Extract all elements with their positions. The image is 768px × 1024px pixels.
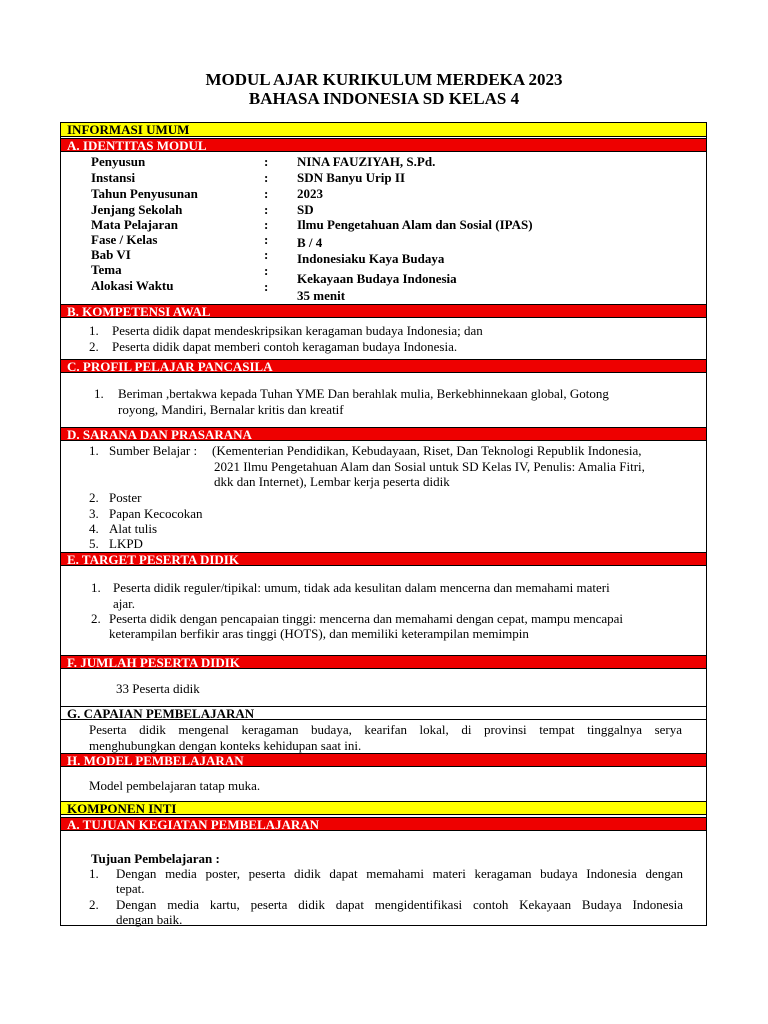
- list-number: 1.: [91, 580, 101, 595]
- list-item: Beriman ,bertakwa kepada Tuhan YME Dan berahlak mulia, Berkebhinnekaan global, Gotong: [118, 386, 609, 401]
- list-number: 1.: [89, 323, 99, 338]
- field-sep: :: [264, 202, 269, 217]
- list-item: Peserta didik dengan pencapaian tinggi: mencerna dan memahami dengan cepat, mampu mencapai: [109, 611, 624, 626]
- field-sep: :: [264, 186, 269, 201]
- list-number: 2.: [89, 339, 99, 354]
- list-item: LKPD: [109, 536, 143, 551]
- field-sep: :: [264, 170, 269, 185]
- field-value-mapel: Ilmu Pengetahuan Alam dan Sosial (IPAS): [297, 217, 533, 232]
- field-label-fase: Fase / Kelas: [91, 232, 158, 247]
- field-label-tahun: Tahun Penyusunan: [91, 186, 198, 201]
- section-tujuan-kegiatan: A. TUJUAN KEGIATAN PEMBELAJARAN: [61, 817, 706, 831]
- list-item: Peserta didik reguler/tipikal: umum, tidak ada kesulitan dalam mencerna dan memahami materi: [113, 580, 610, 595]
- section-jumlah-peserta-didik: F. JUMLAH PESERTA DIDIK: [61, 655, 706, 669]
- field-label-instansi: Instansi: [91, 170, 136, 185]
- field-value-tema: Kekayaan Budaya Indonesia: [297, 271, 457, 286]
- list-item: Poster: [109, 490, 142, 505]
- module-table: [60, 122, 707, 926]
- field-label-alokasi: Alokasi Waktu: [91, 278, 174, 293]
- field-label-bab: Bab VI: [91, 247, 131, 262]
- field-value-jenjang: SD: [297, 202, 314, 217]
- list-item: Peserta didik dapat mendeskripsikan keragaman budaya Indonesia; dan: [112, 323, 483, 338]
- field-sep: :: [264, 263, 269, 278]
- sumber-belajar-text: (Kementerian Pendidikan, Kebudayaan, Riset, Dan Teknologi Republik Indonesia,: [212, 443, 642, 458]
- list-number: 3.: [89, 506, 99, 521]
- list-item-continuation: tepat.: [116, 881, 145, 896]
- field-label-tema: Tema: [91, 262, 122, 277]
- list-item: Peserta didik dapat memberi contoh keragaman budaya Indonesia.: [112, 339, 458, 354]
- section-identitas-modul: A. IDENTITAS MODUL: [61, 138, 706, 152]
- section-komponen-inti: KOMPONEN INTI: [61, 801, 706, 815]
- list-item: Dengan media poster, peserta didik dapat memahami materi keragaman budaya Indonesia dengan: [116, 866, 683, 881]
- list-number: 2.: [89, 490, 99, 505]
- field-sep: :: [264, 154, 269, 169]
- list-item: Papan Kecocokan: [109, 506, 203, 521]
- section-profil-pancasila: C. PROFIL PELAJAR PANCASILA: [61, 359, 706, 373]
- list-number: 5.: [89, 536, 99, 551]
- list-item-continuation: dengan baik.: [116, 912, 183, 927]
- field-value-instansi: SDN Banyu Urip II: [297, 170, 406, 185]
- capaian-text: menghubungkan dengan konteks kehidupan saat ini.: [89, 738, 362, 753]
- sumber-belajar-text: dkk dan Internet), Lembar kerja peserta didik: [214, 474, 450, 489]
- list-number: 1.: [89, 866, 99, 881]
- capaian-text: Peserta didik mengenal keragaman budaya, kearifan lokal, di provinsi tempat tinggalnya serya: [89, 722, 682, 737]
- model-text: Model pembelajaran tatap muka.: [89, 778, 261, 793]
- field-label-jenjang: Jenjang Sekolah: [91, 202, 183, 217]
- section-target-peserta-didik: E. TARGET PESERTA DIDIK: [61, 552, 706, 566]
- section-capaian-pembelajaran: G. CAPAIAN PEMBELAJARAN: [61, 706, 706, 720]
- field-value-penyusun: NINA FAUZIYAH, S.Pd.: [297, 154, 436, 169]
- list-number: 1.: [94, 386, 104, 401]
- field-value-fase: B / 4: [297, 235, 323, 250]
- field-value-bab: Indonesiaku Kaya Budaya: [297, 251, 445, 266]
- list-number: 2.: [89, 897, 99, 912]
- list-item: Alat tulis: [109, 521, 158, 536]
- list-item-continuation: keterampilan berfikir aras tinggi (HOTS), dan memiliki keterampilan memimpin: [109, 626, 529, 641]
- list-item-continuation: ajar.: [113, 596, 136, 611]
- section-kompetensi-awal: B. KOMPETENSI AWAL: [61, 304, 706, 318]
- field-value-alokasi: 35 menit: [297, 288, 346, 303]
- field-value-tahun: 2023: [297, 186, 323, 201]
- field-sep: :: [264, 217, 269, 232]
- list-number: 1.: [89, 443, 99, 458]
- document-subtitle: BAHASA INDONESIA SD KELAS 4: [248, 89, 520, 108]
- sumber-belajar-label: Sumber Belajar :: [109, 443, 198, 458]
- section-sarana-prasarana: D. SARANA DAN PRASARANA: [61, 427, 706, 441]
- list-number: 2.: [91, 611, 101, 626]
- field-sep: :: [264, 232, 269, 247]
- field-sep: :: [264, 247, 269, 262]
- list-item-continuation: royong, Mandiri, Bernalar kritis dan kreatif: [118, 402, 344, 417]
- jumlah-value: 33 Peserta didik: [116, 681, 200, 696]
- field-label-penyusun: Penyusun: [91, 154, 146, 169]
- field-sep: :: [264, 279, 269, 294]
- section-informasi-umum: INFORMASI UMUM: [61, 123, 706, 137]
- field-label-mapel: Mata Pelajaran: [91, 217, 179, 232]
- section-model-pembelajaran: H. MODEL PEMBELAJARAN: [61, 753, 706, 767]
- tujuan-label: Tujuan Pembelajaran :: [91, 851, 220, 866]
- list-item: Dengan media kartu, peserta didik dapat mengidentifikasi contoh Kekayaan Budaya Indonesia: [116, 897, 683, 912]
- sumber-belajar-text: 2021 Ilmu Pengetahuan Alam dan Sosial untuk SD Kelas IV, Penulis: Amalia Fitri,: [214, 459, 645, 474]
- document-title: MODUL AJAR KURIKULUM MERDEKA 2023: [205, 70, 563, 89]
- list-number: 4.: [89, 521, 99, 536]
